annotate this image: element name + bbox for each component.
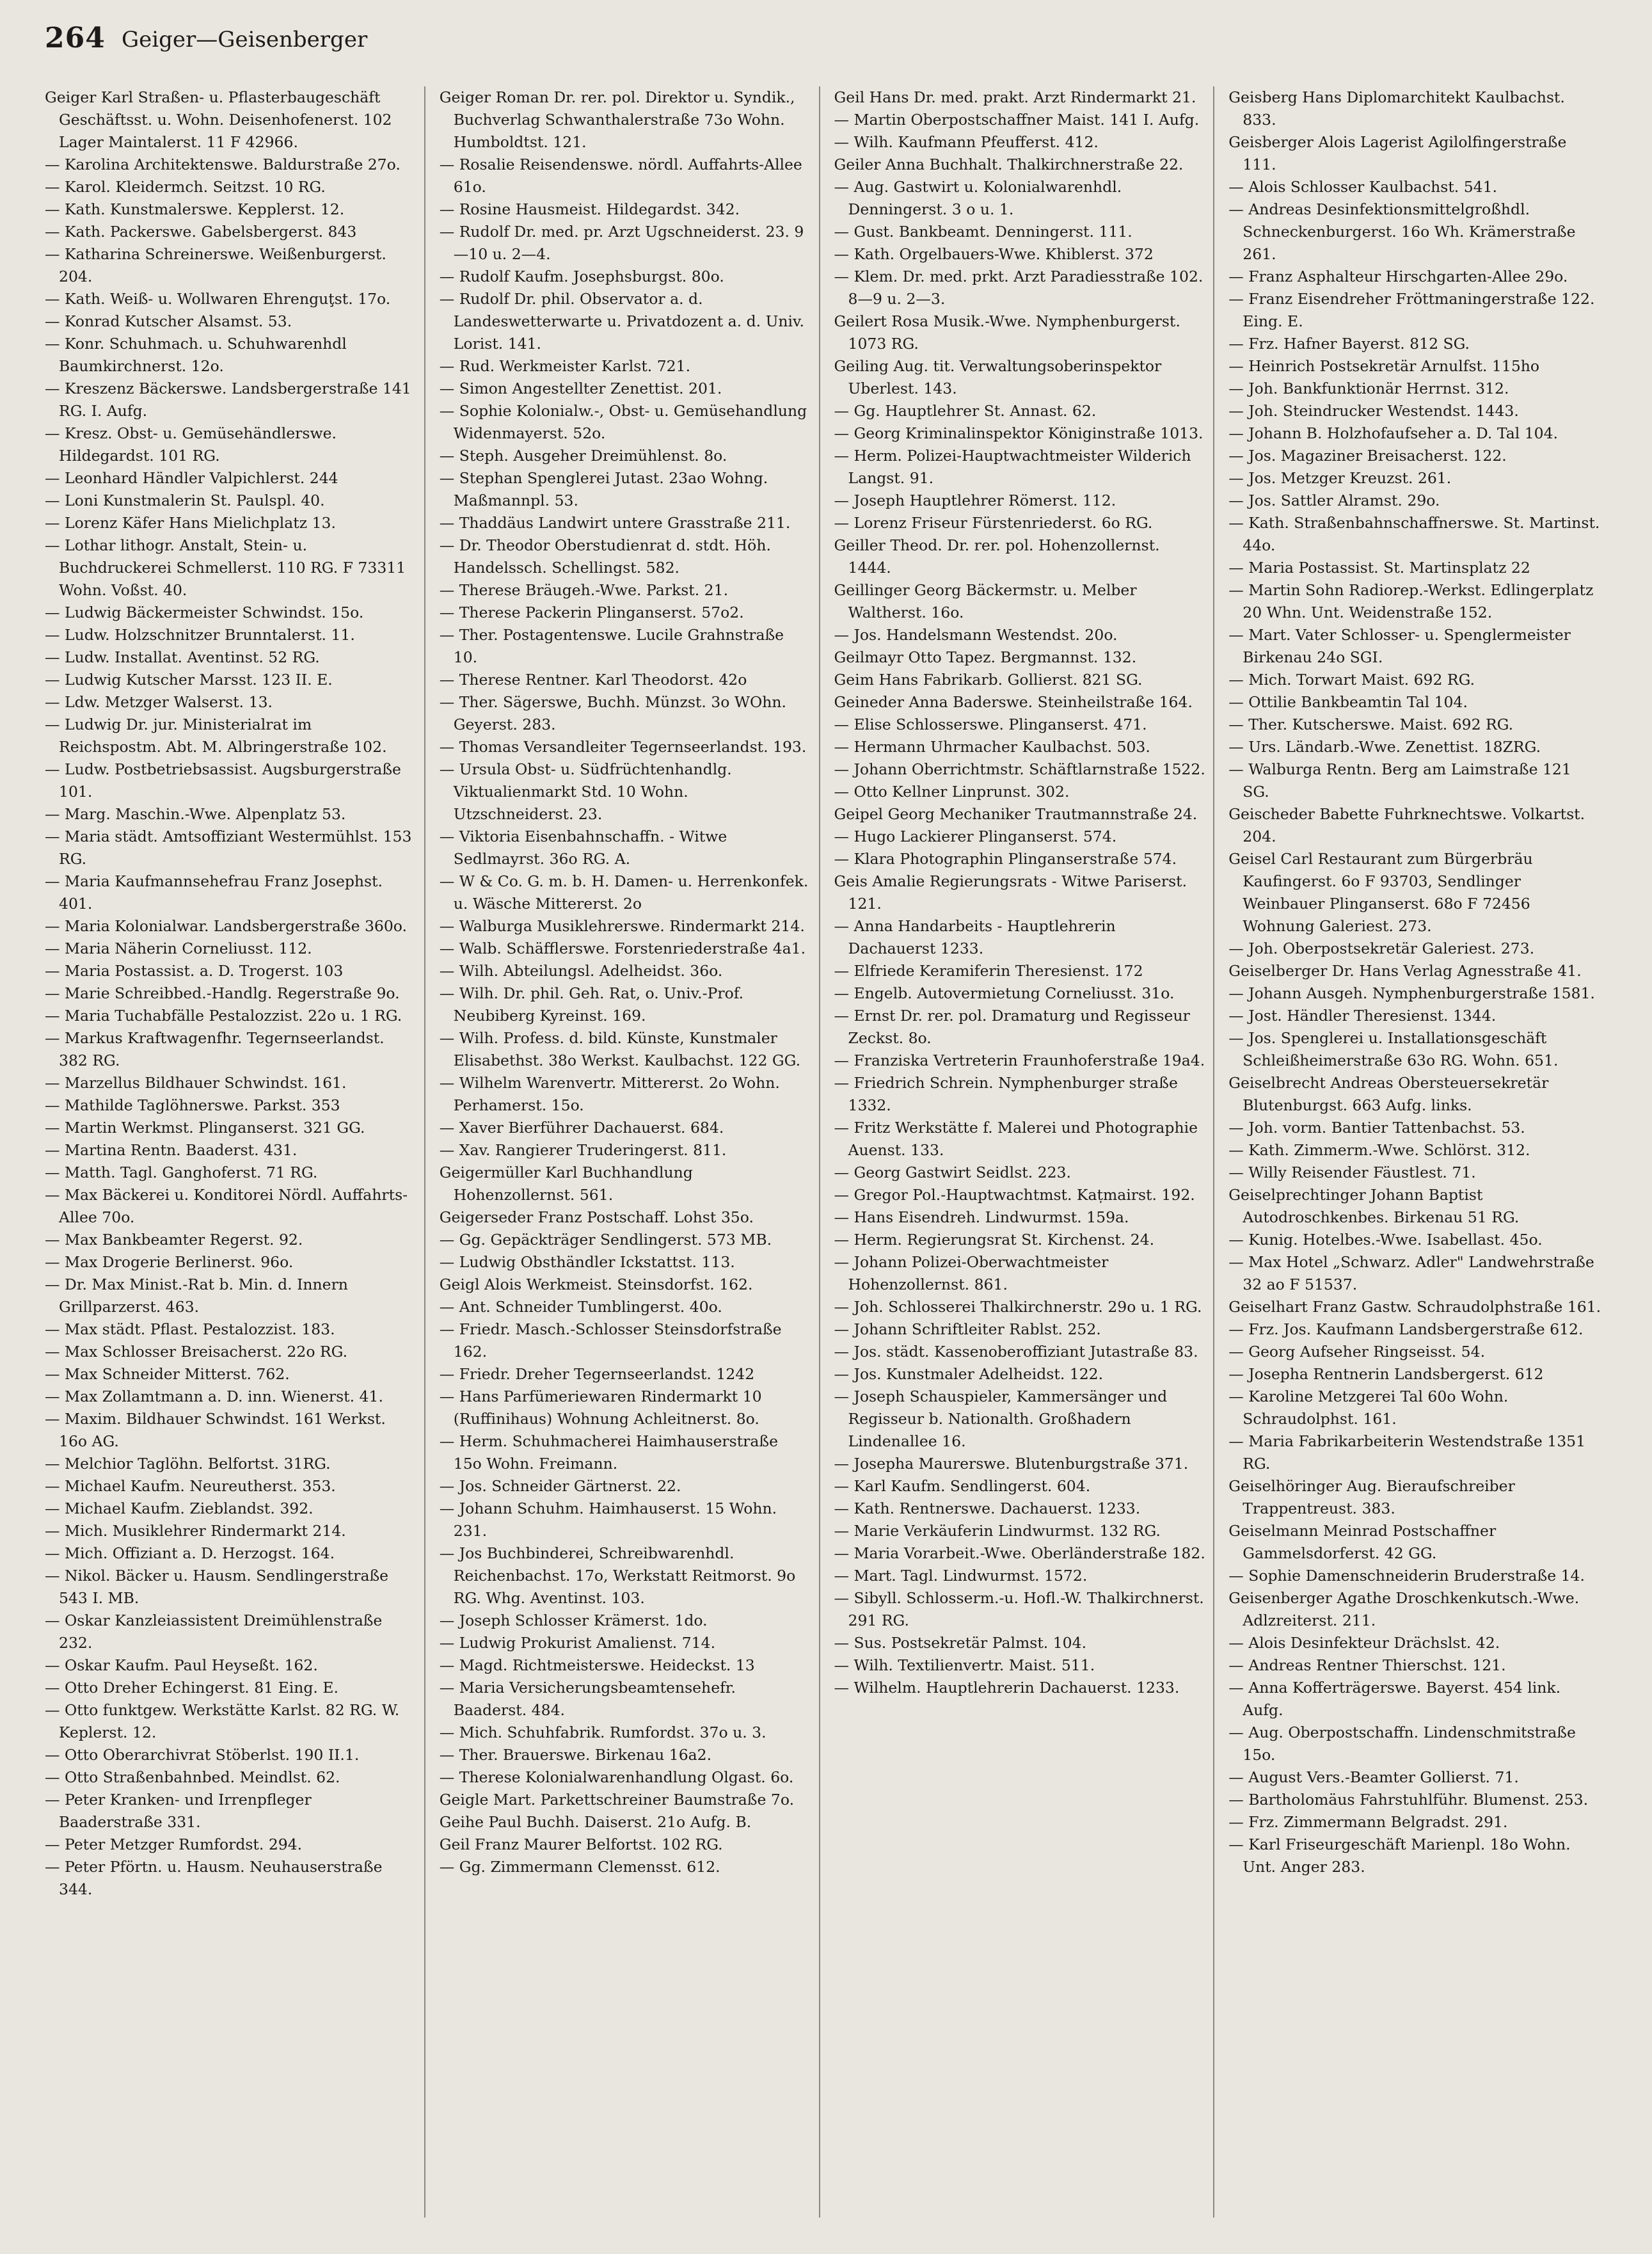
directory-entry: — Katharina Schreinerswe. Weißenburgerst. 204.	[45, 245, 386, 285]
directory-entry: — Therese Kolonialwarenhandlung Olgast. 6o.	[439, 1768, 794, 1786]
directory-entry: — Konrad Kutscher Alsamst. 53.	[45, 312, 292, 330]
directory-entry: — Oskar Kaufm. Paul Heyseßt. 162.	[45, 1656, 318, 1674]
directory-entry: — Max Schlosser Breisacherst. 22o RG.	[45, 1343, 348, 1361]
directory-entry: — Joh. vorm. Bantier Tattenbachst. 53.	[1228, 1119, 1525, 1137]
directory-entry: Geilmayr Otto Tapez. Bergmannst. 132.	[834, 648, 1137, 666]
directory-entry: — Klara Photographin Plinganserstraße 574.	[834, 850, 1177, 868]
directory-entry: — Melchior Taglöhn. Belfortst. 31RG.	[45, 1455, 331, 1473]
directory-entry: Geiger Karl Straßen- u. Pflasterbaugeschäft Geschäftsst. u. Wohn. Deisenhofenerst. 102 Lager Maintalerst. 11 F 42966.	[45, 88, 392, 151]
directory-entry: — Markus Kraftwagenfhr. Tegernseerlandst. 382 RG.	[45, 1029, 385, 1069]
directory-entry: — Herm. Polizei-Hauptwachtmeister Wilderich Langst. 91.	[834, 447, 1191, 487]
column-2	[440, 86, 820, 2218]
directory-entry: — Klem. Dr. med. prkt. Arzt Paradiesstraße 102. 8—9 u. 2—3.	[834, 268, 1203, 308]
directory-entry: Geisenberger Agathe Droschkenkutsch.-Wwe. Adlzreiterst. 211.	[1228, 1589, 1580, 1629]
directory-entry: — Maria Vorarbeit.-Wwe. Oberländerstraße 182.	[834, 1544, 1205, 1562]
directory-entry: — Thomas Versandleiter Tegernseerlandst. 193.	[439, 738, 807, 756]
directory-entry: — Gust. Bankbeamt. Denningerst. 111.	[834, 223, 1132, 241]
directory-entry: — Max Schneider Mitterst. 762.	[45, 1365, 290, 1383]
directory-entry: — Ludw. Postbetriebsassist. Augsburgerstraße 101.	[45, 760, 401, 801]
directory-entry: — Walburga Musiklehrerswe. Rindermarkt 214.	[439, 917, 805, 935]
directory-entry: — Friedr. Masch.-Schlosser Steinsdorfstraße 162.	[439, 1320, 782, 1361]
directory-entry: — Viktoria Eisenbahnschaffn. - Witwe Sedlmayrst. 36o RG. A.	[439, 827, 727, 868]
directory-entry: — Maria städt. Amtsoffiziant Westermühlst. 153 RG.	[45, 827, 412, 868]
directory-entry: — Konr. Schuhmach. u. Schuhwarenhdl Baumkirchnerst. 12o.	[45, 335, 347, 375]
directory-entry: — Lothar lithogr. Anstalt, Stein- u. Buchdruckerei Schmellerst. 110 RG. F 73311 Wohn. Voßst. 40.	[45, 536, 406, 599]
directory-entry: — Otto funktgew. Werkstätte Karlst. 82 RG. W. Keplerst. 12.	[45, 1701, 400, 1741]
directory-entry: — Ther. Sägerswe, Buchh. Münzst. 3o WOhn. Geyerst. 283.	[439, 693, 787, 733]
directory-entry: — Kath. Weiß- u. Wollwaren Ehrenguţst. 17o.	[45, 290, 391, 308]
directory-entry: — Otto Dreher Echingerst. 81 Eing. E.	[45, 1679, 338, 1697]
directory-entry: — Maria Näherin Corneliusst. 112.	[45, 939, 312, 957]
directory-entry: — Michael Kaufm. Neureutherst. 353.	[45, 1477, 336, 1495]
directory-entry: — Mich. Torwart Maist. 692 RG.	[1228, 671, 1475, 689]
directory-entry: — Ther. Kutscherswe. Maist. 692 RG.	[1228, 715, 1514, 733]
directory-entry: — Andreas Rentner Thierschst. 121.	[1228, 1656, 1506, 1674]
directory-entry: — Ldw. Metzger Walserst. 13.	[45, 693, 273, 711]
directory-entry: — Mathilde Taglöhnerswe. Parkst. 353	[45, 1096, 340, 1114]
directory-entry: — Kresz. Obst- u. Gemüsehändlerswe. Hildegardst. 101 RG.	[45, 424, 337, 465]
directory-entry: — Frz. Hafner Bayerst. 812 SG.	[1228, 335, 1470, 353]
directory-entry: — Heinrich Postsekretär Arnulfst. 115ho	[1228, 357, 1540, 375]
directory-entry: — Mich. Musiklehrer Rindermarkt 214.	[45, 1522, 346, 1540]
directory-entry: — Ludwig Dr. jur. Ministerialrat im Reichspostm. Abt. M. Albringerstraße 102.	[45, 715, 387, 756]
directory-entry: — Franz Eisendreher Fröttmaningerstraße 122. Eing. E.	[1228, 290, 1595, 330]
directory-entry: — Steph. Ausgeher Dreimühlenst. 8o.	[439, 447, 727, 465]
directory-entry: — Hans Eisendreh. Lindwurmst. 159a.	[834, 1208, 1129, 1226]
directory-entry: — Ludwig Kutscher Marsst. 123 II. E.	[45, 671, 333, 689]
directory-entry: Geineder Anna Baderswe. Steinheilstraße 164.	[834, 693, 1193, 711]
directory-entry: — Max Drogerie Berlinerst. 96o.	[45, 1253, 294, 1271]
directory-entry: — Kreszenz Bäckerswe. Landsbergerstraße 141 RG. I. Aufg.	[45, 380, 411, 420]
directory-entry: — Wilh. Kaufmann Pfeufferst. 412.	[834, 133, 1099, 151]
directory-entry: — Therese Rentner. Karl Theodorst. 42o	[439, 671, 747, 689]
directory-entry: — Maria Postassist. a. D. Trogerst. 103	[45, 962, 344, 980]
directory-entry: — Aug. Gastwirt u. Kolonialwarenhdl. Denningerst. 3 o u. 1.	[834, 178, 1122, 218]
directory-entry: — Peter Pförtn. u. Hausm. Neuhauserstraße 344.	[45, 1858, 383, 1898]
directory-entry: — Joseph Hauptlehrer Römerst. 112.	[834, 492, 1116, 509]
column-4	[1228, 86, 1609, 2218]
directory-entry: Geil Franz Maurer Belfortst. 102 RG.	[439, 1835, 723, 1853]
directory-entry: Geigerseder Franz Postschaff. Lohst 35o.	[439, 1208, 754, 1226]
directory-entry: — Karolina Architektenswe. Baldurstraße 27o.	[45, 156, 401, 173]
directory-entry: — Peter Metzger Rumfordst. 294.	[45, 1835, 303, 1853]
directory-entry: — Ludw. Installat. Aventinst. 52 RG.	[45, 648, 320, 666]
directory-entry: — Dr. Theodor Oberstudienrat d. stdt. Höh. Handelssch. Schellingst. 582.	[439, 536, 771, 577]
directory-entry: — Maria Versicherungsbeamtensehefr. Baaderst. 484.	[439, 1679, 736, 1719]
directory-entry: — Johann Polizei-Oberwachtmeister Hohenzollernst. 861.	[834, 1253, 1109, 1293]
directory-entry: — Xaver Bierführer Dachauerst. 684.	[439, 1119, 724, 1137]
directory-entry: Geis Amalie Regierungsrats - Witwe Pariserst. 121.	[834, 872, 1187, 913]
directory-entry: — Michael Kaufm. Zieblandst. 392.	[45, 1499, 314, 1517]
directory-entry: — Ursula Obst- u. Südfrüchtenhandlg. Viktualienmarkt Std. 10 Wohn. Utzschneiderst. 23.	[439, 760, 732, 823]
directory-entry: Geiselberger Dr. Hans Verlag Agnesstraße 41.	[1228, 962, 1582, 980]
directory-entry: — Rudolf Kaufm. Josephsburgst. 80o.	[439, 268, 724, 285]
directory-entry: — Johann B. Holzhofaufseher a. D. Tal 104.	[1228, 424, 1559, 442]
directory-entry: — Martin Sohn Radiorep.-Werkst. Edlingerplatz 20 Whn. Unt. Weidenstraße 152.	[1228, 581, 1594, 621]
directory-entry: — Johann Schuhm. Haimhauserst. 15 Wohn. 231.	[439, 1499, 777, 1540]
directory-entry: — Gregor Pol.-Hauptwachtmst. Kaṭmairst. 192.	[834, 1186, 1195, 1204]
column-3	[834, 86, 1215, 2218]
directory-entry: — Maria Tuchabfälle Pestalozzist. 22o u. 1 RG.	[45, 1007, 402, 1025]
directory-entry: Geilert Rosa Musik.-Wwe. Nymphenburgerst. 1073 RG.	[834, 312, 1180, 353]
directory-entry: — Jos. Kunstmaler Adelheidst. 122.	[834, 1365, 1104, 1383]
directory-entry: — Elise Schlosserswe. Plinganserst. 471.	[834, 715, 1147, 733]
directory-entry: — Joh. Steindrucker Westendst. 1443.	[1228, 402, 1519, 420]
directory-entry: — Willy Reisender Fäustlest. 71.	[1228, 1163, 1476, 1181]
directory-entry: — Gg. Gepäckträger Sendlingerst. 573 MB.	[439, 1231, 772, 1249]
directory-entry: Geiling Aug. tit. Verwaltungsoberinspektor Uberlest. 143.	[834, 357, 1162, 397]
page-header	[45, 22, 1606, 60]
directory-entry: — Therese Packerin Plinganserst. 57o2.	[439, 603, 744, 621]
directory-entry: Geipel Georg Mechaniker Trautmannstraße 24.	[834, 805, 1198, 823]
directory-entry: — Mich. Schuhfabrik. Rumfordst. 37o u. 3.	[439, 1723, 766, 1741]
directory-entry: — Joh. Oberpostsekretär Galeriest. 273.	[1228, 939, 1535, 957]
directory-entry: — Max Bankbeamter Regerst. 92.	[45, 1231, 303, 1249]
directory-entry: — Rud. Werkmeister Karlst. 721.	[439, 357, 691, 375]
directory-entry: — Otto Kellner Linprunst. 302.	[834, 783, 1070, 801]
directory-entry: — Thaddäus Landwirt untere Grasstraße 211.	[439, 514, 791, 532]
directory-entry: — Joh. Schlosserei Thalkirchnerstr. 29o u. 1 RG.	[834, 1298, 1202, 1316]
directory-entry: — Otto Oberarchivrat Stöberlst. 190 II.1.	[45, 1746, 360, 1764]
directory-entry: — Jos. Handelsmann Westendst. 20o.	[834, 626, 1118, 644]
directory-entry: Geim Hans Fabrikarb. Gollierst. 821 SG.	[834, 671, 1143, 689]
directory-entry: — Maria Kolonialwar. Landsbergerstraße 360o.	[45, 917, 408, 935]
directory-entry: — Maria Postassist. St. Martinsplatz 22	[1228, 559, 1530, 577]
directory-entry: Geiselhöringer Aug. Bieraufschreiber Trappentreust. 383.	[1228, 1477, 1515, 1517]
directory-entry: — Wilh. Abteilungsl. Adelheidst. 36o.	[439, 962, 723, 980]
directory-entry: Geiselbrecht Andreas Obersteuersekretär Blutenburgst. 663 Aufg. links.	[1228, 1074, 1549, 1114]
directory-entry: Geiselprechtinger Johann Baptist Autodroschkenbes. Birkenau 51 RG.	[1228, 1186, 1520, 1226]
directory-entry: — Jos. städt. Kassenoberoffiziant Jutastraße 83.	[834, 1343, 1198, 1361]
directory-entry: — Ther. Postagentenswe. Lucile Grahnstraße 10.	[439, 626, 784, 666]
directory-entry: — Joh. Bankfunktionär Herrnst. 312.	[1228, 380, 1509, 397]
directory-entry: Geillinger Georg Bäckermstr. u. Melber Waltherst. 16o.	[834, 581, 1137, 621]
directory-entry: — Jost. Händler Theresienst. 1344.	[1228, 1007, 1497, 1025]
directory-entry: — Anna Handarbeits - Hauptlehrerin Dachauerst 1233.	[834, 917, 1116, 957]
directory-entry: — Sibyll. Schlosserm.-u. Hofl.-W. Thalkirchnerst. 291 RG.	[834, 1589, 1204, 1629]
directory-entry: — Wilh. Dr. phil. Geh. Rat, o. Univ.-Prof. Neubiberg Kyreinst. 169.	[439, 984, 744, 1025]
directory-entry: — Maria Fabrikarbeiterin Westendstraße 1351 RG.	[1228, 1432, 1586, 1473]
directory-entry: — Georg Aufseher Ringseisst. 54.	[1228, 1343, 1486, 1361]
directory-entry: — Walb. Schäfflerswe. Forstenriederstraße 4a1.	[439, 939, 806, 957]
directory-entry: — Jos. Sattler Alramst. 29o.	[1228, 492, 1440, 509]
directory-entry: — Rosine Hausmeist. Hildegardst. 342.	[439, 200, 740, 218]
directory-entry: — W & Co. G. m. b. H. Damen- u. Herrenkonfek. u. Wäsche Mittererst. 2o	[439, 872, 809, 913]
directory-entry: — Otto Straßenbahnbed. Meindlst. 62.	[45, 1768, 340, 1786]
directory-entry: — Elfriede Keramiferin Theresienst. 172	[834, 962, 1143, 980]
directory-entry: — Matth. Tagl. Ganghoferst. 71 RG.	[45, 1163, 318, 1181]
directory-entry: — Karl Kaufm. Sendlingerst. 604.	[834, 1477, 1091, 1495]
directory-entry: — Peter Kranken- und Irrenpfleger Baaderstraße 331.	[45, 1791, 312, 1831]
directory-entry: — Frz. Jos. Kaufmann Landsbergerstraße 612.	[1228, 1320, 1584, 1338]
directory-entry: — Wilh. Textilienvertr. Maist. 511.	[834, 1656, 1095, 1674]
directory-entry: — Rudolf Dr. med. pr. Arzt Ugschneiderst. 23. 9—10 u. 2—4.	[439, 223, 804, 263]
directory-entry: — Gg. Hauptlehrer St. Annast. 62.	[834, 402, 1097, 420]
directory-entry: Geiller Theod. Dr. rer. pol. Hohenzollernst. 1444.	[834, 536, 1160, 577]
directory-entry: — Rudolf Dr. phil. Observator a. d. Landeswetterwarte u. Privatdozent a. d. Univ. Lorist. 141.	[439, 290, 804, 353]
directory-entry: — Herm. Regierungsrat St. Kirchenst. 24.	[834, 1231, 1155, 1249]
directory-entry: — Rosalie Reisendenswe. nördl. Auffahrts-Allee 61o.	[439, 156, 802, 196]
directory-entry: — Marg. Maschin.-Wwe. Alpenplatz 53.	[45, 805, 346, 823]
directory-entry: — Ludw. Holzschnitzer Brunntalerst. 11.	[45, 626, 355, 644]
directory-entry: — Friedr. Dreher Tegernseerlandst. 1242	[439, 1365, 755, 1383]
directory-entry: Geigl Alois Werkmeist. Steinsdorfst. 162.	[439, 1275, 753, 1293]
directory-entry: — Max städt. Pflast. Pestalozzist. 183.	[45, 1320, 335, 1338]
directory-entry: — Engelb. Autovermietung Corneliusst. 31o.	[834, 984, 1175, 1002]
directory-entry: — Magd. Richtmeisterswe. Heideckst. 13	[439, 1656, 755, 1674]
directory-entry: — Maxim. Bildhauer Schwindst. 161 Werkst. 16o AG.	[45, 1410, 386, 1450]
directory-entry: — Kath. Zimmerm.-Wwe. Schlörst. 312.	[1228, 1141, 1530, 1159]
directory-entry: — Martin Oberpostschaffner Maist. 141 I. Aufg.	[834, 111, 1200, 129]
directory-entry: — Mart. Vater Schlosser- u. Spenglermeister Birkenau 24o SGI.	[1228, 626, 1571, 666]
directory-entry: — Ludwig Obsthändler Ickstattst. 113.	[439, 1253, 735, 1271]
directory-entry: — August Vers.-Beamter Gollierst. 71.	[1228, 1768, 1519, 1786]
directory-entry: — Xav. Rangierer Truderingerst. 811.	[439, 1141, 727, 1159]
directory-entry: — Georg Gastwirt Seidlst. 223.	[834, 1163, 1071, 1181]
directory-entry: — Ernst Dr. rer. pol. Dramaturg und Regisseur Zeckst. 8o.	[834, 1007, 1190, 1047]
directory-entry: — Kath. Kunstmalerswe. Kepplerst. 12.	[45, 200, 345, 218]
directory-entry: — Josepha Rentnerin Landsbergerst. 612	[1228, 1365, 1544, 1383]
page-number: 264	[45, 22, 106, 54]
directory-entry: — Sophie Kolonialw.-, Obst- u. Gemüsehandlung Widenmayerst. 52o.	[439, 402, 807, 442]
directory-entry: — Mart. Tagl. Lindwurmst. 1572.	[834, 1567, 1088, 1585]
directory-entry: — Hermann Uhrmacher Kaulbachst. 503.	[834, 738, 1150, 756]
directory-entry: — Anna Kofferträgerswe. Bayerst. 454 link. Aufg.	[1228, 1679, 1561, 1719]
directory-entry: — Martina Rentn. Baaderst. 431.	[45, 1141, 298, 1159]
directory-entry: — Josepha Maurerswe. Blutenburgstraße 371.	[834, 1455, 1189, 1473]
directory-columns	[45, 86, 1609, 2218]
directory-entry: — Lorenz Käfer Hans Mielichplatz 13.	[45, 514, 336, 532]
directory-entry: — Karoline Metzgerei Tal 60o Wohn. Schraudolphst. 161.	[1228, 1387, 1509, 1428]
directory-entry: — Andreas Desinfektionsmittelgroßhdl. Schneckenburgerst. 16o Wh. Krämerstraße 261.	[1228, 200, 1576, 263]
directory-entry: — Martin Werkmst. Plinganserst. 321 GG.	[45, 1119, 365, 1137]
directory-entry: — Lorenz Friseur Fürstenriederst. 6o RG.	[834, 514, 1153, 532]
directory-entry: — Herm. Schuhmacherei Haimhauserstraße 15o Wohn. Freimann.	[439, 1432, 779, 1473]
directory-entry: — Max Bäckerei u. Konditorei Nördl. Auffahrts-Allee 70o.	[45, 1186, 408, 1226]
directory-entry: — Johann Oberrichtmstr. Schäftlarnstraße 1522.	[834, 760, 1205, 778]
directory-entry: — Urs. Ländarb.-Wwe. Zenettist. 18ZRG.	[1228, 738, 1541, 756]
directory-entry: — Johann Ausgeh. Nymphenburgerstraße 1581.	[1228, 984, 1595, 1002]
directory-entry: — Wilh. Profess. d. bild. Künste, Kunstmaler Elisabethst. 38o Werkst. Kaulbachst. 122 GG.	[439, 1029, 801, 1069]
directory-entry: Geiger Roman Dr. rer. pol. Direktor u. Syndik., Buchverlag Schwanthalerstraße 73o Wohn. Humboldtst. 121.	[439, 88, 795, 151]
directory-entry: — Alois Schlosser Kaulbachst. 541.	[1228, 178, 1498, 196]
directory-entry: — Leonhard Händler Valpichlerst. 244	[45, 469, 338, 487]
directory-entry: — Marie Verkäuferin Lindwurmst. 132 RG.	[834, 1522, 1161, 1540]
directory-entry: — Hugo Lackierer Plinganserst. 574.	[834, 827, 1117, 845]
directory-entry: — Loni Kunstmalerin St. Paulspl. 40.	[45, 492, 325, 509]
directory-entry: — Sophie Damenschneiderin Bruderstraße 14.	[1228, 1567, 1585, 1585]
directory-entry: — Ottilie Bankbeamtin Tal 104.	[1228, 693, 1468, 711]
directory-entry: — Jos. Spenglerei u. Installationsgeschäft Schleißheimerstraße 63o RG. Wohn. 651.	[1228, 1029, 1559, 1069]
directory-entry: Geihe Paul Buchh. Daiserst. 21o Aufg. B.	[439, 1813, 752, 1831]
directory-entry: — Therese Bräugeh.-Wwe. Parkst. 21.	[439, 581, 729, 599]
directory-entry: — Oskar Kanzleiassistent Dreimühlenstraße 232.	[45, 1611, 383, 1652]
directory-entry: — Gg. Zimmermann Clemensst. 612.	[439, 1858, 720, 1876]
directory-entry: — Ther. Brauerswe. Birkenau 16a2.	[439, 1746, 712, 1764]
directory-entry: — Karol. Kleidermch. Seitzst. 10 RG.	[45, 178, 326, 196]
directory-entry: — Kunig. Hotelbes.-Wwe. Isabellast. 45o.	[1228, 1231, 1543, 1249]
directory-entry: Geisberger Alois Lagerist Agilolfingerstraße 111.	[1228, 133, 1567, 173]
directory-entry: — Dr. Max Minist.-Rat b. Min. d. Innern Grillparzerst. 463.	[45, 1275, 348, 1316]
directory-entry: — Mich. Offiziant a. D. Herzogst. 164.	[45, 1544, 335, 1562]
directory-entry: — Franziska Vertreterin Fraunhoferstraße 19a4.	[834, 1051, 1205, 1069]
directory-entry: — Karl Friseurgeschäft Marienpl. 18o Wohn. Unt. Anger 283.	[1228, 1835, 1571, 1876]
directory-entry: Geisel Carl Restaurant zum Bürgerbräu Kaufingerst. 6o F 93703, Sendlinger Weinbauer Plinganserst. 68o F 72456 Wohnung Galeriest. 273.	[1228, 850, 1533, 935]
directory-entry: Geischeder Babette Fuhrknechtswe. Volkartst. 204.	[1228, 805, 1585, 845]
directory-entry: — Joseph Schlosser Krämerst. 1do.	[439, 1611, 708, 1629]
directory-entry: — Jos. Metzger Kreuzst. 261.	[1228, 469, 1452, 487]
directory-entry: Geigermüller Karl Buchhandlung Hohenzollernst. 561.	[439, 1163, 693, 1204]
directory-entry: — Ant. Schneider Tumblingerst. 40o.	[439, 1298, 722, 1316]
directory-entry: — Alois Desinfekteur Drächslst. 42.	[1228, 1634, 1500, 1652]
directory-entry: — Ludwig Prokurist Amalienst. 714.	[439, 1634, 716, 1652]
directory-entry: Geil Hans Dr. med. prakt. Arzt Rindermarkt 21.	[834, 88, 1196, 106]
running-head: Geiger—Geisenberger	[122, 27, 368, 52]
directory-entry: — Bartholomäus Fahrstuhlführ. Blumenst. 253.	[1228, 1791, 1589, 1809]
directory-entry: — Kath. Packerswe. Gabelsbergerst. 843	[45, 223, 357, 241]
directory-entry: — Franz Asphalteur Hirschgarten-Allee 29o.	[1228, 268, 1568, 285]
directory-entry: — Kath. Rentnerswe. Dachauerst. 1233.	[834, 1499, 1141, 1517]
directory-entry: — Kath. Straßenbahnschaffnerswe. St. Martinst. 44o.	[1228, 514, 1600, 554]
directory-entry: — Kath. Orgelbauers-Wwe. Khiblerst. 372	[834, 245, 1154, 263]
directory-entry: — Wilhelm Warenvertr. Mittererst. 2o Wohn. Perhamerst. 15o.	[439, 1074, 780, 1114]
directory-entry: — Hans Parfümeriewaren Rindermarkt 10 (Ruffinihaus) Wohnung Achleitnerst. 8o.	[439, 1387, 762, 1428]
directory-entry: — Georg Kriminalinspektor Königinstraße 1013.	[834, 424, 1203, 442]
directory-entry: — Joseph Schauspieler, Kammersänger und Regisseur b. Nationalth. Großhadern Lindenallee 16.	[834, 1387, 1168, 1450]
directory-entry: — Stephan Spenglerei Jutast. 23ao Wohng. Maßmannpl. 53.	[439, 469, 768, 509]
directory-entry: — Wilhelm. Hauptlehrerin Dachauerst. 1233.	[834, 1679, 1180, 1697]
directory-entry: — Max Hotel „Schwarz. Adler" Landwehrstraße 32 ao F 51537.	[1228, 1253, 1594, 1293]
directory-entry: Geiselmann Meinrad Postschaffner Gammelsdorferst. 42 GG.	[1228, 1522, 1497, 1562]
directory-entry: — Jos. Schneider Gärtnerst. 22.	[439, 1477, 681, 1495]
directory-entry: Geiler Anna Buchhalt. Thalkirchnerstraße 22.	[834, 156, 1184, 173]
directory-entry: — Simon Angestellter Zenettist. 201.	[439, 380, 722, 397]
directory-entry: — Nikol. Bäcker u. Hausm. Sendlingerstraße 543 I. MB.	[45, 1567, 389, 1607]
directory-entry: — Marzellus Bildhauer Schwindst. 161.	[45, 1074, 347, 1092]
directory-entry: — Max Zollamtmann a. D. inn. Wienerst. 41.	[45, 1387, 383, 1405]
directory-entry: — Johann Schriftleiter Rablst. 252.	[834, 1320, 1101, 1338]
directory-entry: — Aug. Oberpostschaffn. Lindenschmitstraße 15o.	[1228, 1723, 1576, 1764]
directory-entry: — Ludwig Bäckermeister Schwindst. 15o.	[45, 603, 364, 621]
directory-entry: — Sus. Postsekretär Palmst. 104.	[834, 1634, 1087, 1652]
directory-entry: Geisberg Hans Diplomarchitekt Kaulbachst. 833.	[1228, 88, 1565, 129]
directory-entry: — Frz. Zimmermann Belgradst. 291.	[1228, 1813, 1508, 1831]
directory-entry: — Fritz Werkstätte f. Malerei und Photographie Auenst. 133.	[834, 1119, 1198, 1159]
column-1	[45, 86, 425, 2218]
directory-entry: — Jos. Magaziner Breisacherst. 122.	[1228, 447, 1507, 465]
directory-entry: — Marie Schreibbed.-Handlg. Regerstraße 9o.	[45, 984, 400, 1002]
directory-entry: Geigle Mart. Parkettschreiner Baumstraße 7o.	[439, 1791, 795, 1809]
directory-entry: Geiselhart Franz Gastw. Schraudolphstraße 161.	[1228, 1298, 1601, 1316]
directory-entry: — Maria Kaufmannsehefrau Franz Josephst. 401.	[45, 872, 383, 913]
directory-entry: — Friedrich Schrein. Nymphenburger straße 1332.	[834, 1074, 1178, 1114]
directory-entry: — Jos Buchbinderei, Schreibwarenhdl. Reichenbachst. 17o, Werkstatt Reitmorst. 9o RG. Whg. Aventinst. 103.	[439, 1544, 796, 1607]
directory-entry: — Walburga Rentn. Berg am Laimstraße 121 SG.	[1228, 760, 1571, 801]
